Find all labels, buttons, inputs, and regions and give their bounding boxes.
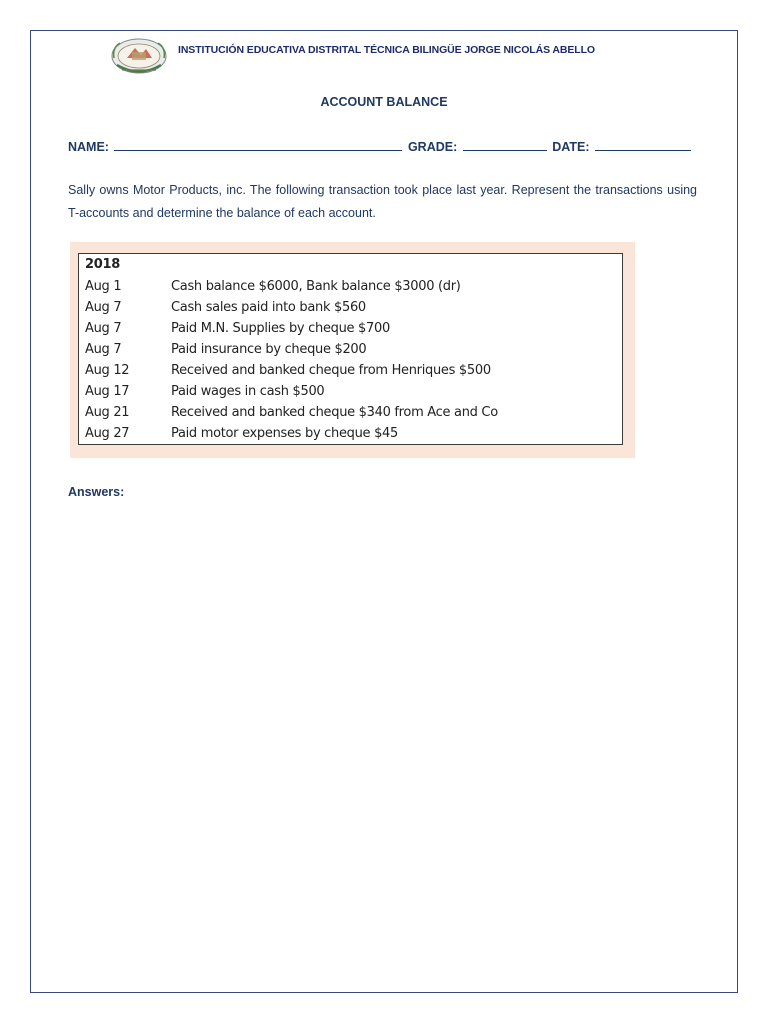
transaction-row (85, 342, 366, 357)
transaction-date: Aug 27 (85, 426, 130, 441)
document-title: ACCOUNT BALANCE (320, 95, 448, 109)
transaction-row (85, 384, 324, 399)
name-label: NAME: (68, 140, 109, 154)
transactions-year: 2018 (85, 257, 120, 272)
transaction-row (85, 405, 498, 420)
transaction-date: Aug 17 (85, 384, 130, 399)
transaction-date: Aug 21 (85, 405, 130, 420)
transactions-table (78, 253, 623, 445)
date-blank (595, 138, 691, 151)
transaction-date: Aug 7 (85, 300, 122, 315)
transaction-row (85, 363, 491, 378)
date-label: DATE: (552, 140, 590, 154)
grade-label: GRADE: (407, 140, 458, 154)
transaction-text: Paid wages in cash $500 (171, 384, 325, 399)
transaction-text: Cash balance $6000, Bank balance $3000 (dr) (171, 279, 461, 294)
transaction-text: Paid M.N. Supplies by cheque $700 (171, 321, 390, 336)
transaction-row (85, 321, 390, 336)
name-blank (114, 138, 402, 151)
transaction-text: Cash sales paid into bank $560 (171, 300, 366, 315)
transaction-row (85, 426, 398, 441)
exercise-prompt: Sally owns Motor Products, inc. The following transaction took place last year. Represent the transactions using T-accounts and determine the balance of each account. (68, 183, 697, 220)
answers-label: Answers: (68, 485, 125, 499)
transaction-date: Aug 1 (85, 279, 122, 294)
grade-blank (463, 138, 547, 151)
student-info-line (68, 138, 698, 154)
transaction-text: Paid motor expenses by cheque $45 (171, 426, 398, 441)
page-border (30, 30, 738, 993)
transaction-row (85, 300, 366, 315)
transaction-date: Aug 7 (85, 321, 122, 336)
transaction-date: Aug 12 (85, 363, 130, 378)
transaction-text: Received and banked cheque from Henriques $500 (171, 363, 491, 378)
school-crest-icon (108, 36, 170, 78)
transaction-date: Aug 7 (85, 342, 122, 357)
transactions-panel (70, 242, 635, 458)
transaction-text: Paid insurance by cheque $200 (171, 342, 367, 357)
school-name: INSTITUCIÓN EDUCATIVA DISTRITAL TÉCNICA BILINGÜE JORGE NICOLÁS ABELLO (178, 44, 595, 56)
transaction-text: Received and banked cheque $340 from Ace and Co (171, 405, 498, 420)
transaction-row (85, 279, 461, 294)
